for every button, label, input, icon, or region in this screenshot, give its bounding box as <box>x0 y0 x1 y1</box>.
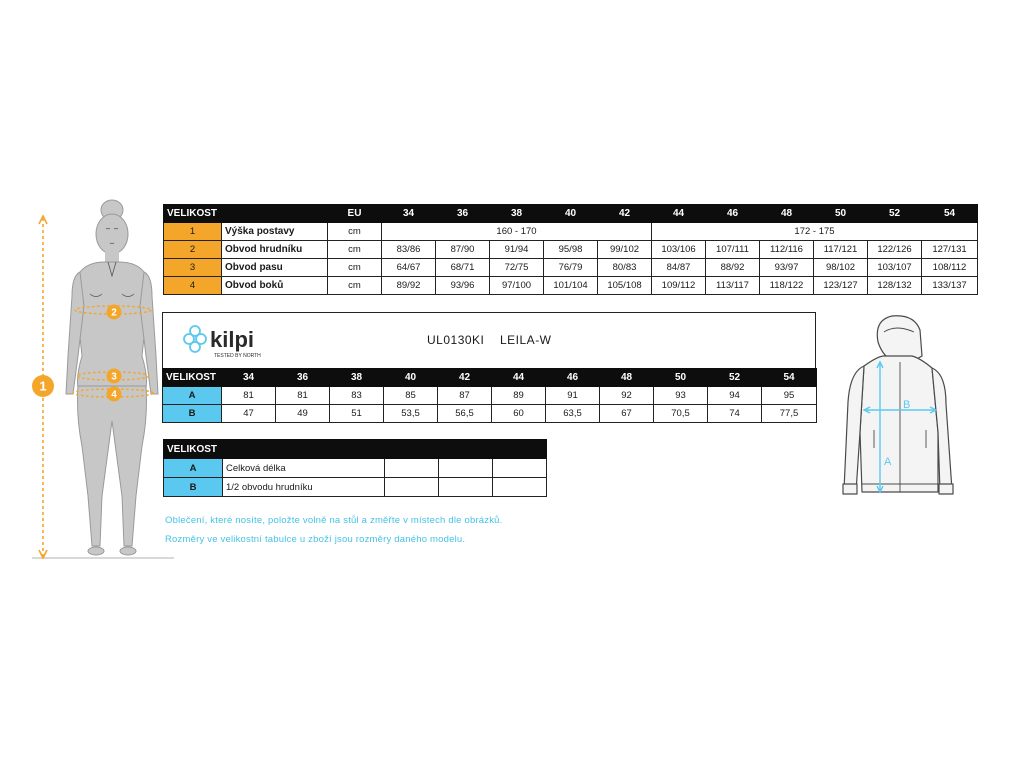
table-cell: 91/94 <box>490 241 544 259</box>
table-cell: 107/111 <box>706 241 760 259</box>
header-cell: VELIKOST <box>164 440 223 459</box>
header-cell: 46 <box>546 369 600 387</box>
table-cell: 127/131 <box>922 241 978 259</box>
table-cell <box>385 459 439 478</box>
table-row <box>164 478 547 497</box>
row-label: Obvod hrudníku <box>222 241 328 259</box>
instruction-note: Oblečení, které nosíte, položte volně na stůl a změřte v místech dle obrázků. <box>165 515 503 526</box>
header-cell: EU <box>328 205 382 223</box>
table-cell: 53,5 <box>384 405 438 423</box>
instruction-note: Rozměry ve velikostní tabulce u zboží jsou rozměry daného modelu. <box>165 534 466 545</box>
table-cell: 133/137 <box>922 277 978 295</box>
header-cell: 40 <box>384 369 438 387</box>
table-cell: 87 <box>438 387 492 405</box>
row-number: 4 <box>164 277 222 295</box>
header-cell: 54 <box>922 205 978 223</box>
header-cell <box>439 440 493 459</box>
table-row <box>164 223 978 241</box>
table-cell: 101/104 <box>544 277 598 295</box>
kilpi-logo <box>180 319 270 363</box>
header-cell: 44 <box>492 369 546 387</box>
table-cell: 51 <box>330 405 384 423</box>
row-unit: cm <box>328 259 382 277</box>
legend-text: Celková délka <box>223 459 385 478</box>
table-cell: 118/122 <box>760 277 814 295</box>
table-cell: 113/117 <box>706 277 760 295</box>
jacket-illustration <box>834 312 954 504</box>
header-cell: 38 <box>330 369 384 387</box>
table-cell: 80/83 <box>598 259 652 277</box>
table-cell: 81 <box>222 387 276 405</box>
product-model: LEILA-W <box>500 333 552 347</box>
header-cell: 34 <box>382 205 436 223</box>
table-row <box>163 405 817 423</box>
header-cell: 44 <box>652 205 706 223</box>
marker-hips-icon <box>106 386 122 402</box>
header-cell: 42 <box>438 369 492 387</box>
header-cell: 48 <box>600 369 654 387</box>
table-cell: 60 <box>492 405 546 423</box>
header-cell: VELIKOST <box>164 205 222 223</box>
marker-height-icon <box>31 374 55 398</box>
header-cell: 50 <box>814 205 868 223</box>
table-cell: 109/112 <box>652 277 706 295</box>
table-cell: 81 <box>276 387 330 405</box>
table-cell: 89 <box>492 387 546 405</box>
table-cell: 95/98 <box>544 241 598 259</box>
height-range-cell: 160 - 170 <box>382 223 652 241</box>
table-cell: 76/79 <box>544 259 598 277</box>
marker-1-text: 1 <box>39 378 47 394</box>
header-cell <box>385 440 439 459</box>
table-cell: 83/86 <box>382 241 436 259</box>
header-cell <box>223 440 385 459</box>
table-cell: 56,5 <box>438 405 492 423</box>
table-row <box>164 459 547 478</box>
header-cell: VELIKOST <box>163 369 222 387</box>
table-cell: 89/92 <box>382 277 436 295</box>
row-unit: cm <box>328 277 382 295</box>
table-header-row <box>164 205 978 223</box>
table-cell: 49 <box>276 405 330 423</box>
table-cell: 84/87 <box>652 259 706 277</box>
table-cell <box>493 478 547 497</box>
table-cell: 105/108 <box>598 277 652 295</box>
row-label: Výška postavy <box>222 223 328 241</box>
table-cell: 83 <box>330 387 384 405</box>
table-cell <box>493 459 547 478</box>
product-size-table <box>162 368 817 423</box>
header-cell: 34 <box>222 369 276 387</box>
table-cell: 93 <box>654 387 708 405</box>
table-cell: 64/67 <box>382 259 436 277</box>
table-cell: 72/75 <box>490 259 544 277</box>
row-number: 3 <box>164 259 222 277</box>
marker-4-text: 4 <box>111 389 117 401</box>
logo-wordmark: kilpi <box>210 327 255 352</box>
table-cell: 95 <box>762 387 817 405</box>
row-label: A <box>163 387 222 405</box>
body-size-table <box>163 204 978 295</box>
table-cell: 92 <box>600 387 654 405</box>
jacket-marker-b: B <box>903 399 911 411</box>
row-label: B <box>163 405 222 423</box>
row-number: 1 <box>164 223 222 241</box>
table-row <box>164 241 978 259</box>
table-cell <box>439 459 493 478</box>
header-cell: 54 <box>762 369 817 387</box>
table-header-row <box>164 440 547 459</box>
product-header <box>162 312 816 369</box>
marker-2-text: 2 <box>111 307 117 319</box>
row-number: 2 <box>164 241 222 259</box>
legend-text: 1/2 obvodu hrudníku <box>223 478 385 497</box>
header-cell: 42 <box>598 205 652 223</box>
table-cell: 128/132 <box>868 277 922 295</box>
header-cell <box>493 440 547 459</box>
table-cell: 122/126 <box>868 241 922 259</box>
header-cell: 46 <box>706 205 760 223</box>
table-cell: 103/106 <box>652 241 706 259</box>
height-range-cell: 172 - 175 <box>652 223 978 241</box>
marker-waist-icon <box>106 368 122 384</box>
table-cell: 94 <box>708 387 762 405</box>
row-unit: cm <box>328 223 382 241</box>
table-cell: 77,5 <box>762 405 817 423</box>
table-cell: 68/71 <box>436 259 490 277</box>
header-cell: 52 <box>868 205 922 223</box>
header-cell: 50 <box>654 369 708 387</box>
table-cell: 99/102 <box>598 241 652 259</box>
table-cell: 87/90 <box>436 241 490 259</box>
table-cell: 70,5 <box>654 405 708 423</box>
logo-tagline: TESTED BY NORTH <box>214 353 261 359</box>
header-cell: 48 <box>760 205 814 223</box>
table-cell: 98/102 <box>814 259 868 277</box>
table-cell: 103/107 <box>868 259 922 277</box>
marker-chest-icon <box>106 304 122 320</box>
header-cell: 52 <box>708 369 762 387</box>
jacket-marker-a: A <box>884 456 892 468</box>
header-cell: 36 <box>436 205 490 223</box>
table-header-row <box>163 369 817 387</box>
header-cell: 36 <box>276 369 330 387</box>
table-cell <box>385 478 439 497</box>
table-cell: 108/112 <box>922 259 978 277</box>
marker-3-text: 3 <box>111 371 117 383</box>
row-label: Obvod pasu <box>222 259 328 277</box>
table-cell: 97/100 <box>490 277 544 295</box>
table-row <box>163 387 817 405</box>
header-cell: 38 <box>490 205 544 223</box>
header-cell: 40 <box>544 205 598 223</box>
table-cell <box>439 478 493 497</box>
header-cell <box>222 205 328 223</box>
table-row <box>164 277 978 295</box>
table-cell: 93/97 <box>760 259 814 277</box>
table-cell: 123/127 <box>814 277 868 295</box>
row-label: Obvod boků <box>222 277 328 295</box>
row-unit: cm <box>328 241 382 259</box>
table-cell: 67 <box>600 405 654 423</box>
table-row <box>164 259 978 277</box>
table-cell: 117/121 <box>814 241 868 259</box>
table-cell: 91 <box>546 387 600 405</box>
row-label: B <box>164 478 223 497</box>
legend-table <box>163 439 547 497</box>
table-cell: 74 <box>708 405 762 423</box>
table-cell: 93/96 <box>436 277 490 295</box>
table-cell: 88/92 <box>706 259 760 277</box>
row-label: A <box>164 459 223 478</box>
product-code: UL0130KI <box>427 333 485 347</box>
table-cell: 85 <box>384 387 438 405</box>
table-cell: 112/116 <box>760 241 814 259</box>
table-cell: 47 <box>222 405 276 423</box>
table-cell: 63,5 <box>546 405 600 423</box>
